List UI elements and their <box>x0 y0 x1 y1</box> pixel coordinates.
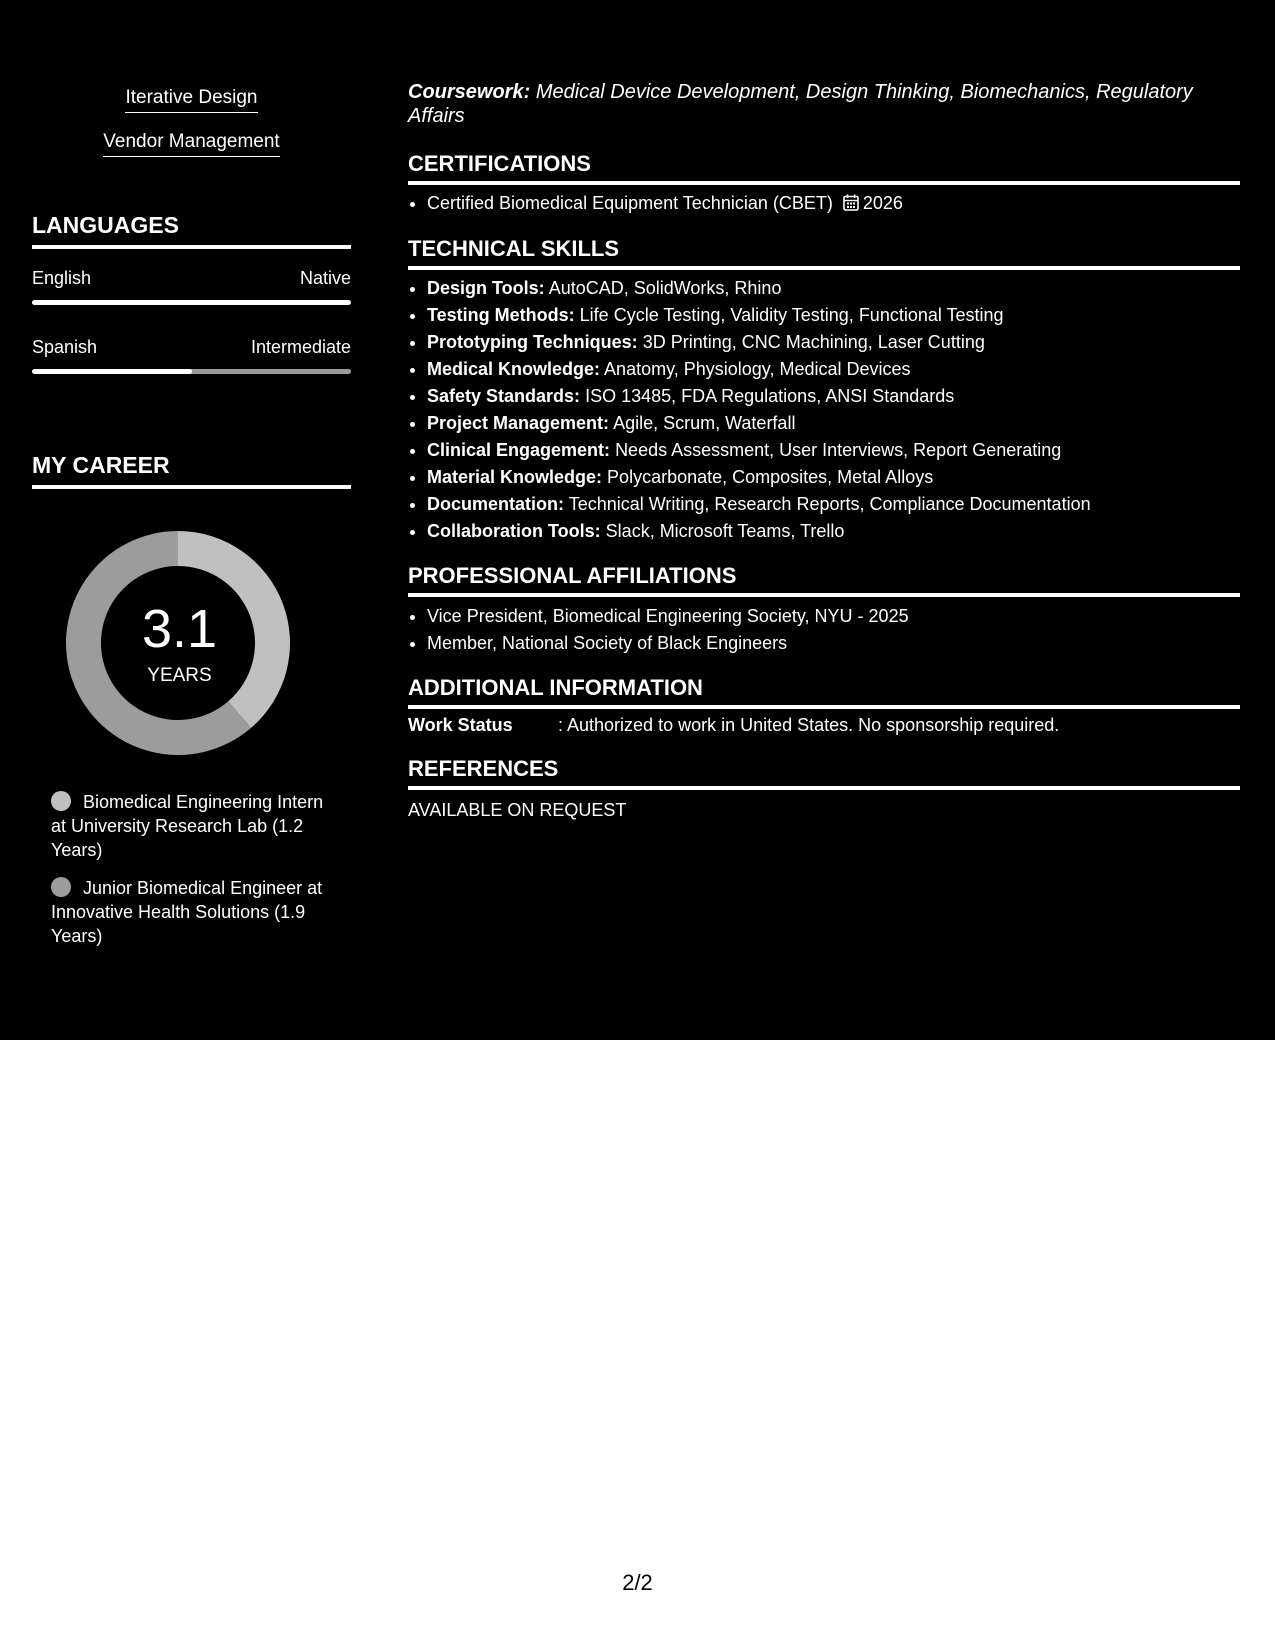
references-heading: REFERENCES <box>408 756 1240 790</box>
certifications-list <box>408 190 1259 219</box>
language-row <box>32 268 351 289</box>
language-level: Intermediate <box>250 337 351 357</box>
skill-value: ISO 13485, FDA Regulations, ANSI Standards <box>585 386 955 406</box>
skill-label: Clinical Engagement: <box>427 440 611 460</box>
certification-year: 2026 <box>862 193 903 213</box>
skill-label: Project Management: <box>427 413 610 433</box>
language-row <box>32 337 351 358</box>
work-status-value: : Authorized to work in United States. No sponsorship required. <box>558 715 1060 735</box>
skill-value: Life Cycle Testing, Validity Testing, Functional Testing <box>579 305 1004 325</box>
career-item <box>51 790 341 862</box>
skill-label: Testing Methods: <box>427 305 575 325</box>
coursework-text: Medical Device Development, Design Thinking, Biomechanics, Regulatory Affairs <box>408 81 1193 127</box>
career-total-unit: YEARS <box>147 665 212 686</box>
certification-name: Certified Biomedical Equipment Technician (CBET) <box>427 193 833 213</box>
skill-item <box>427 302 1259 329</box>
career-item-text: Biomedical Engineering Intern at University Research Lab (1.2 Years) <box>51 792 324 860</box>
affiliation-item: • Member, National Society of Black Engineers <box>427 630 1259 657</box>
skill-item <box>427 518 1259 545</box>
certification-item <box>427 190 1259 219</box>
language-proficiency-bar <box>32 369 351 374</box>
legend-dot <box>51 791 71 811</box>
skill-label: Design Tools: <box>427 278 545 298</box>
skill-tag: Vendor Management <box>103 131 279 157</box>
calendar-icon <box>843 192 859 219</box>
page-number: 2/2 <box>622 1570 653 1595</box>
skill-item <box>427 356 1259 383</box>
language-name: English <box>32 268 92 288</box>
skill-value: 3D Printing, CNC Machining, Laser Cutting <box>642 332 985 352</box>
coursework-label: Coursework: <box>408 81 531 103</box>
references-text: AVAILABLE ON REQUEST <box>408 800 627 820</box>
skill-tags <box>32 87 351 175</box>
skill-item <box>427 437 1259 464</box>
skill-item <box>427 275 1259 302</box>
skill-label: Material Knowledge: <box>427 467 603 487</box>
skill-tag: Iterative Design <box>125 87 257 113</box>
skill-value: AutoCAD, SolidWorks, Rhino <box>548 278 782 298</box>
affiliations-heading: PROFESSIONAL AFFILIATIONS <box>408 563 1240 597</box>
additional-info-heading: ADDITIONAL INFORMATION <box>408 675 1240 709</box>
technical-skills-list <box>408 275 1259 545</box>
skill-value: Needs Assessment, User Interviews, Report Generating <box>615 440 1062 460</box>
legend-dot <box>51 877 71 897</box>
certifications-heading: CERTIFICATIONS <box>408 151 1240 185</box>
skill-value: Agile, Scrum, Waterfall <box>613 413 796 433</box>
skill-label: Medical Knowledge: <box>427 359 601 379</box>
skill-value: Anatomy, Physiology, Medical Devices <box>604 359 911 379</box>
skill-label: Documentation: <box>427 494 564 514</box>
skill-label: Prototyping Techniques: <box>427 332 638 352</box>
skill-label: Collaboration Tools: <box>427 521 601 541</box>
skill-item <box>427 383 1259 410</box>
affiliations-list <box>408 603 1259 657</box>
skill-item <box>427 329 1259 356</box>
skill-item <box>427 410 1259 437</box>
language-level: Native <box>299 268 351 288</box>
career-item <box>51 876 341 948</box>
language-proficiency-bar <box>32 300 351 305</box>
skill-value: Technical Writing, Research Reports, Compliance Documentation <box>568 494 1091 514</box>
technical-skills-heading: TECHNICAL SKILLS <box>408 236 1240 270</box>
affiliation-item: • Vice President, Biomedical Engineering Society, NYU - 2025 <box>427 603 1259 630</box>
language-proficiency-fill <box>32 369 192 374</box>
language-name: Spanish <box>32 337 98 357</box>
career-item-text: Junior Biomedical Engineer at Innovative Health Solutions (1.9 Years) <box>51 878 323 946</box>
skill-item <box>427 464 1259 491</box>
skill-value: Slack, Microsoft Teams, Trello <box>605 521 845 541</box>
work-status-row <box>408 715 1240 736</box>
skill-label: Safety Standards: <box>427 386 581 406</box>
coursework <box>408 80 1240 128</box>
career-heading: MY CAREER <box>32 452 351 489</box>
language-proficiency-fill <box>32 300 351 305</box>
skill-item <box>427 491 1259 518</box>
career-total-years: 3.1 <box>141 599 218 659</box>
work-status-label: Work Status <box>408 715 513 735</box>
languages-heading: LANGUAGES <box>32 212 351 249</box>
skill-value: Polycarbonate, Composites, Metal Alloys <box>607 467 934 487</box>
